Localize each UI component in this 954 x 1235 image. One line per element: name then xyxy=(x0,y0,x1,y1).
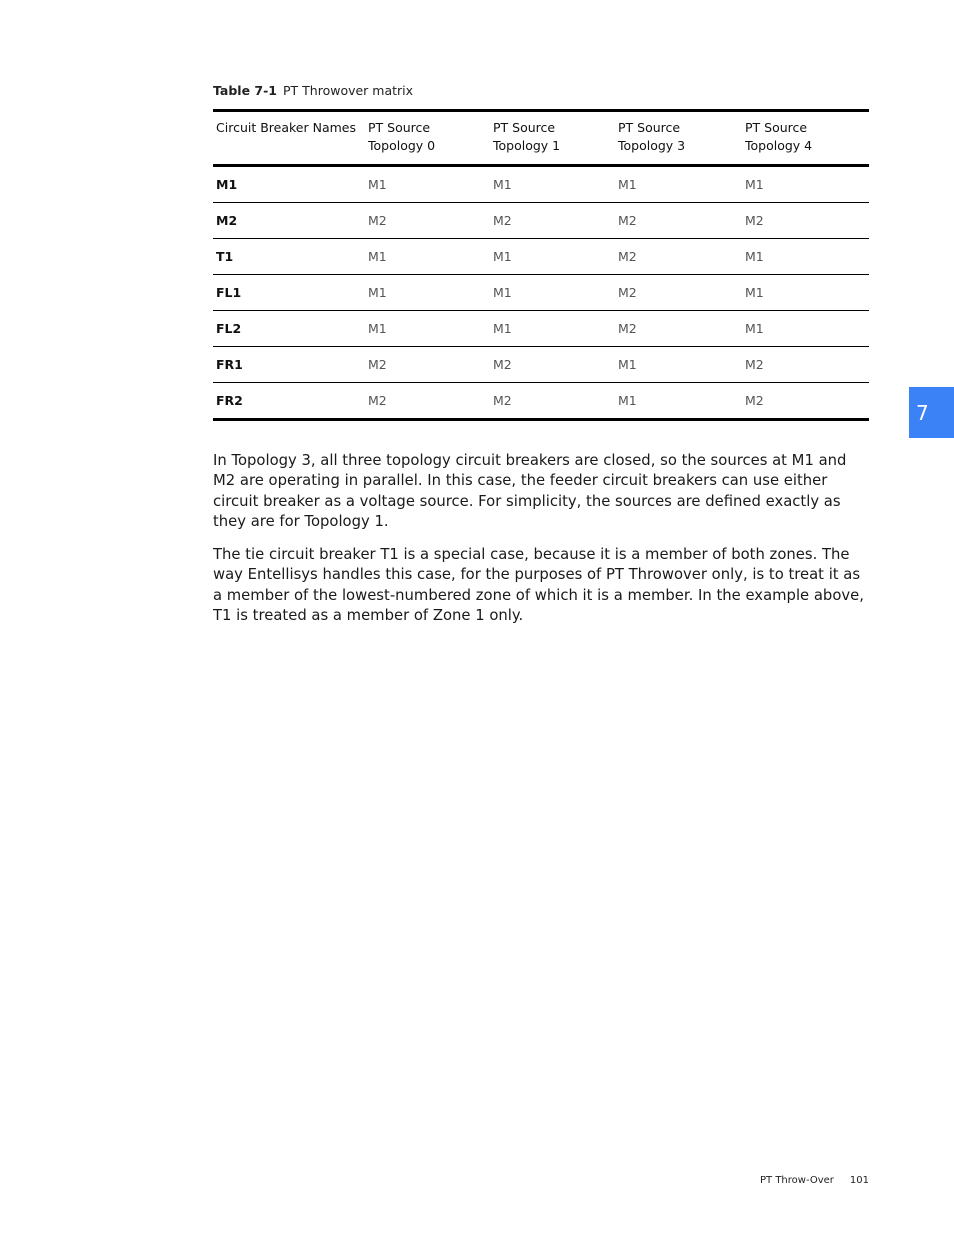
footer-section-title: PT Throw-Over xyxy=(760,1175,834,1186)
source-cell: M2 xyxy=(618,213,637,228)
source-cell: M1 xyxy=(493,177,512,192)
header-circuit-breaker-names: Circuit Breaker Names xyxy=(216,120,356,135)
source-cell: M2 xyxy=(368,213,387,228)
paragraph-tie-breaker: The tie circuit breaker T1 is a special case, because it is a member of both zones. The way Entellisys handles this case, for the purposes of PT Throwover only, is to treat it as a member of the lowest-numbered zone of which it is a member. In the example above, T1 is treated as a member of Zone 1 only. xyxy=(213,546,864,625)
table-header-row xyxy=(213,111,869,166)
breaker-name-cell: FR2 xyxy=(216,393,243,408)
breaker-name-cell: M1 xyxy=(216,177,238,192)
source-cell: M2 xyxy=(618,249,637,264)
table-row xyxy=(213,275,869,311)
source-cell: M2 xyxy=(368,393,387,408)
source-cell: M2 xyxy=(745,213,764,228)
source-cell: M1 xyxy=(368,249,387,264)
source-cell: M1 xyxy=(745,177,764,192)
breaker-name-cell: FR1 xyxy=(216,357,243,372)
source-cell: M1 xyxy=(368,285,387,300)
source-cell: M1 xyxy=(493,321,512,336)
header-topology-3: PT Source Topology 3 xyxy=(618,120,686,153)
source-cell: M1 xyxy=(368,177,387,192)
source-cell: M2 xyxy=(618,285,637,300)
source-cell: M2 xyxy=(368,357,387,372)
table-caption xyxy=(213,83,413,98)
source-cell: M2 xyxy=(493,357,512,372)
paragraph-topology-3: In Topology 3, all three topology circuit breakers are closed, so the sources at M1 and M2 are operating in parallel. In this case, the feeder circuit breakers can use either circuit breaker as a voltage source. For simplicity, the sources are defined exactly as they are for Topology 1. xyxy=(213,452,847,530)
source-cell: M1 xyxy=(745,321,764,336)
table-row xyxy=(213,239,869,275)
source-cell: M1 xyxy=(745,249,764,264)
breaker-name-cell: FL2 xyxy=(216,321,242,336)
header-topology-0: PT Source Topology 0 xyxy=(368,120,436,153)
source-cell: M1 xyxy=(493,249,512,264)
pt-throwover-table xyxy=(213,109,869,421)
source-cell: M1 xyxy=(493,285,512,300)
table-caption-number: Table 7-1 xyxy=(213,83,277,98)
source-cell: M2 xyxy=(493,213,512,228)
source-cell: M1 xyxy=(618,393,637,408)
table-row xyxy=(213,203,869,239)
source-cell: M1 xyxy=(745,285,764,300)
table-row xyxy=(213,166,869,203)
table-row xyxy=(213,311,869,347)
body-text xyxy=(213,451,873,639)
source-cell: M2 xyxy=(745,357,764,372)
source-cell: M2 xyxy=(618,321,637,336)
breaker-name-cell: T1 xyxy=(216,249,234,264)
table-row xyxy=(213,347,869,383)
source-cell: M2 xyxy=(745,393,764,408)
chapter-tab: 7 xyxy=(909,387,954,438)
source-cell: M1 xyxy=(618,177,637,192)
page-footer xyxy=(760,1175,869,1186)
source-cell: M1 xyxy=(368,321,387,336)
breaker-name-cell: FL1 xyxy=(216,285,242,300)
header-topology-4: PT Source Topology 4 xyxy=(745,120,813,153)
table-caption-title: PT Throwover matrix xyxy=(283,83,414,98)
footer-page-number: 101 xyxy=(849,1175,869,1186)
header-topology-1: PT Source Topology 1 xyxy=(493,120,561,153)
source-cell: M2 xyxy=(493,393,512,408)
source-cell: M1 xyxy=(618,357,637,372)
breaker-name-cell: M2 xyxy=(216,213,238,228)
table-row xyxy=(213,383,869,420)
